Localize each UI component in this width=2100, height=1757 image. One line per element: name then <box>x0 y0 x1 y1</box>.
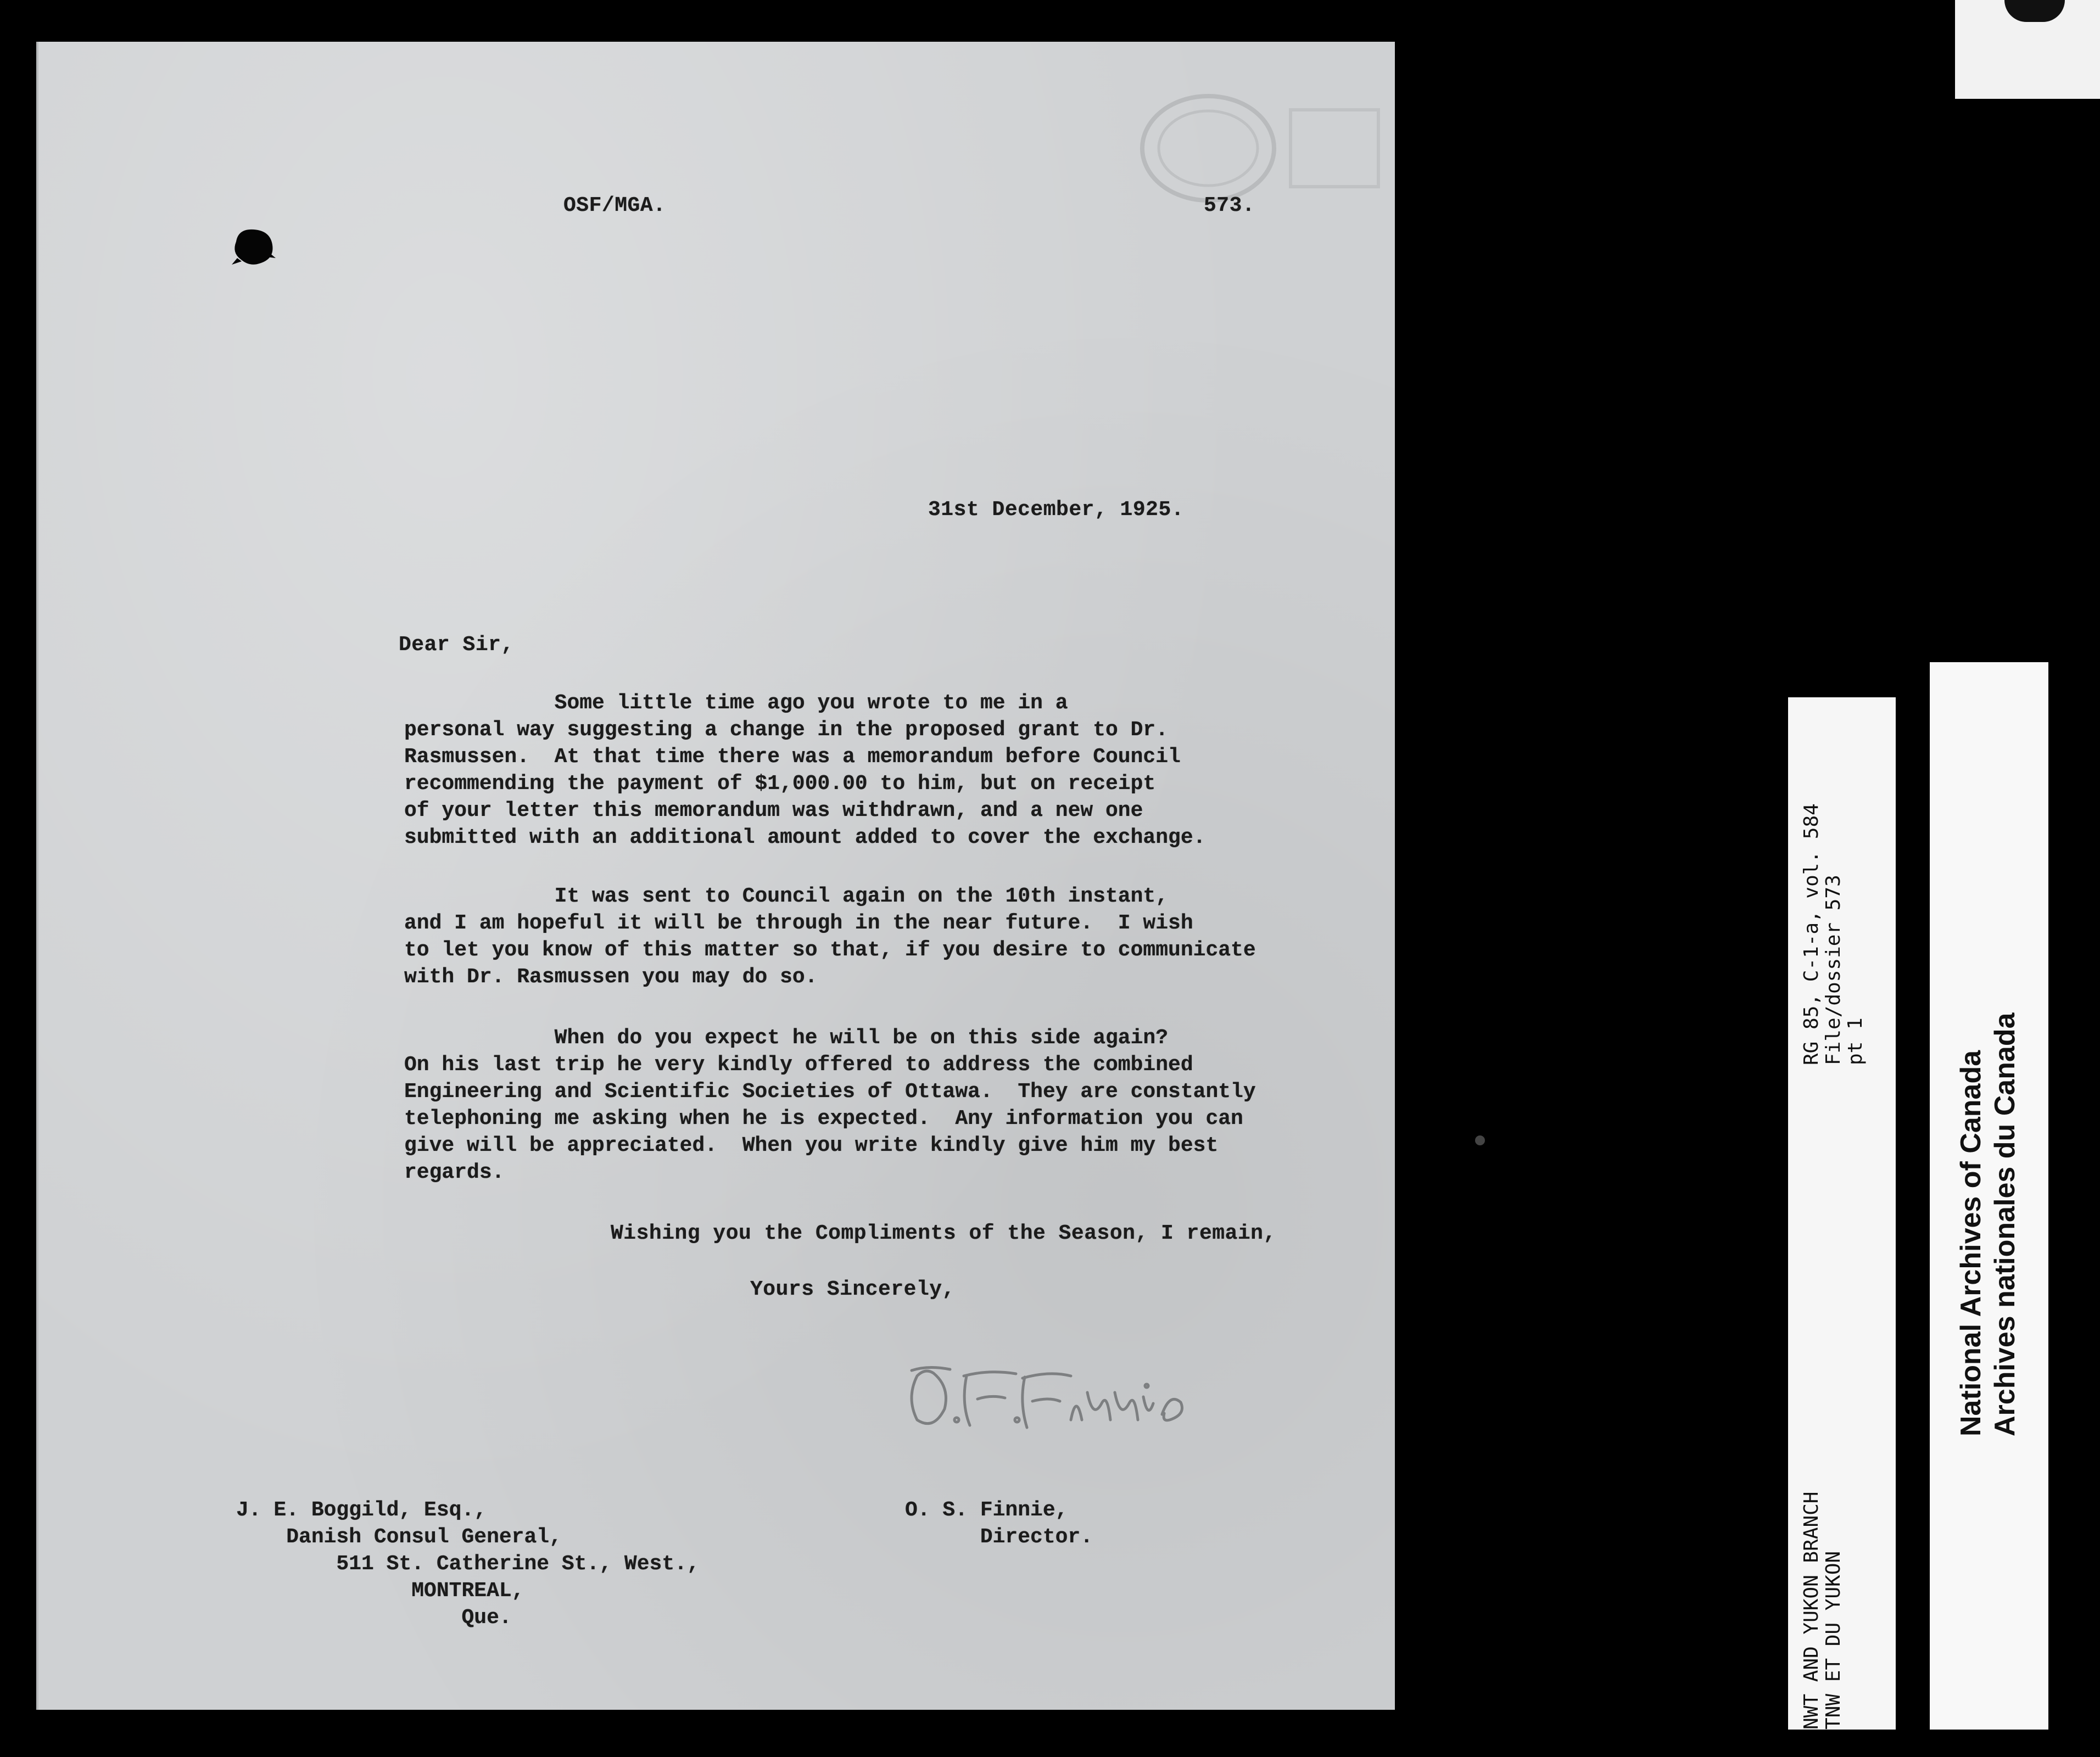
text-line: When do you expect he will be on this side again? <box>404 1026 1169 1050</box>
paragraph-3 <box>404 1025 1256 1186</box>
text-line: give will be appreciated. When you write kindly give him my best <box>404 1134 1219 1157</box>
signer-name: O. S. Finnie, <box>905 1498 1068 1522</box>
faded-stamp <box>1126 88 1389 220</box>
file-line: File/dossier 573 <box>1822 875 1845 1065</box>
file-number: 573. <box>1204 194 1255 217</box>
addressee-line: Danish Consul General, <box>236 1525 562 1549</box>
text-line: and I am hopeful it will be through in the near future. I wish <box>404 911 1193 935</box>
text-line: It was sent to Council again on the 10th instant, <box>404 885 1169 908</box>
text-line: regards. <box>404 1161 505 1184</box>
addressee-line: J. E. Boggild, Esq., <box>236 1498 487 1522</box>
addressee-line: 511 St. Catherine St., West., <box>236 1552 700 1576</box>
record-group-line: RG 85, C-1-a, vol. 584 <box>1800 803 1823 1065</box>
text-line: of your letter this memorandum was withdrawn, and a new one <box>404 799 1143 822</box>
addressee-line: Que. <box>236 1606 512 1630</box>
branch-line-1: NWT AND YUKON BRANCH <box>1800 1491 1823 1730</box>
text-line: Rasmussen. At that time there was a memorandum before Council <box>404 745 1181 769</box>
archive-reference-label <box>1788 697 1896 1730</box>
paragraph-2 <box>404 883 1256 991</box>
branch-line-2: TNW ET DU YUKON <box>1822 1551 1845 1730</box>
closing-line: Wishing you the Compliments of the Season, I remain, <box>611 1222 1276 1245</box>
text-line: Engineering and Scientific Societies of Ottawa. They are constantly <box>404 1080 1256 1104</box>
film-speck <box>1475 1135 1485 1145</box>
paragraph-1 <box>404 690 1205 851</box>
text-line: Some little time ago you wrote to me in a <box>404 691 1068 715</box>
salutation: Dear Sir, <box>399 633 514 657</box>
addressee-block <box>236 1497 700 1631</box>
text-line: to let you know of this matter so that, if you desire to communicate <box>404 938 1256 962</box>
handwritten-signature <box>895 1338 1203 1442</box>
sign-off: Yours Sincerely, <box>750 1278 955 1301</box>
archive-name-french: Archives nationales du Canada <box>1989 1012 2021 1436</box>
letter-date: 31st December, 1925. <box>928 498 1185 522</box>
archive-name-english: National Archives of Canada <box>1955 1050 1987 1436</box>
text-line: submitted with an additional amount added to cover the exchange. <box>404 826 1206 849</box>
archive-brand-label <box>1930 662 2048 1730</box>
text-line: On his last trip he very kindly offered to address the combined <box>404 1053 1193 1077</box>
punch-hole <box>231 225 277 268</box>
addressee-line: MONTREAL, <box>236 1579 524 1603</box>
letter-page <box>36 42 1395 1710</box>
signer-title: Director. <box>905 1525 1093 1549</box>
signer-block <box>905 1497 1093 1551</box>
text-line: with Dr. Rasmussen you may do so. <box>404 965 818 989</box>
text-line: telephoning me asking when he is expected. Any information you can <box>404 1107 1243 1131</box>
text-line: personal way suggesting a change in the proposed grant to Dr. <box>404 718 1169 742</box>
part-line: pt 1 <box>1844 1017 1867 1065</box>
reference-code: OSF/MGA. <box>563 194 666 217</box>
text-line: recommending the payment of $1,000.00 to him, but on receipt <box>404 772 1156 796</box>
